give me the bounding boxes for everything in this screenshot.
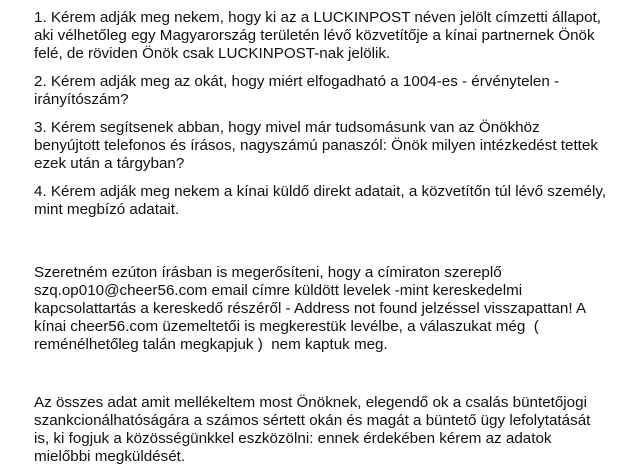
text-line: is, ki fogjuk a közösségünkkel eszközölni: ennek érdekében kérem az adatok bbox=[34, 430, 552, 447]
text-line: reménélhetőleg talán megkapjuk ) nem kaptuk meg. bbox=[34, 336, 388, 353]
text-line: benyújtott telefonos és írásos, nagyszámú panaszól: Önök milyen intézkedést tettek bbox=[34, 137, 598, 154]
text-line: szankcionálhatóságára a számos sértett okán és magát a büntető ügy lefolytatását bbox=[34, 412, 591, 429]
text-line: 2. Kérem adják meg az okát, hogy miért elfogadható a 1004-es - érvénytelen - bbox=[34, 73, 560, 90]
paragraph-request-3 bbox=[34, 119, 624, 173]
paragraph-email-bounce bbox=[34, 264, 624, 354]
text-line: 3. Kérem segítsenek abban, hogy mivel már tudsomásunk van az Önökhöz bbox=[34, 119, 540, 136]
text-line: Az összes adat amit mellékeltem most Önöknek, elegendő ok a csalás büntetőjogi bbox=[34, 394, 587, 411]
text-line: ezek után a tárgyban? bbox=[34, 155, 185, 172]
paragraph-closing bbox=[34, 394, 624, 466]
paragraph-request-4 bbox=[34, 183, 624, 219]
text-line: aki vélhetőleg egy Magyarország területén lévő közvetítője a kínai partnernek Önök bbox=[34, 27, 595, 44]
text-line: kapcsolattartás a kereskedő részéről - Address not found jelzéssel visszapattan! A bbox=[34, 300, 587, 317]
text-line: kínai cheer56.com üzemeltetői is megkerestük levélbe, a válaszukat még ( bbox=[34, 318, 539, 335]
text-line: mielőbbi megküldését. bbox=[34, 448, 186, 465]
text-line: 4. Kérem adják meg nekem a kínai küldő direkt adatait, a közvetítőn túl lévő személy, bbox=[34, 183, 607, 200]
text-line: mint megbízó adatait. bbox=[34, 201, 180, 218]
text-line: 1. Kérem adják meg nekem, hogy ki az a LUCKINPOST néven jelölt címzetti állapot, bbox=[34, 9, 601, 26]
text-line: irányítószám? bbox=[34, 91, 129, 108]
paragraph-request-2 bbox=[34, 73, 624, 109]
text-line: felé, de röviden Önök csak LUCKINPOST-nak jelölik. bbox=[34, 45, 391, 62]
text-line: Szeretném ezúton írásban is megerősíteni, hogy a címiraton szereplő bbox=[34, 264, 502, 281]
text-line: szq.op010@cheer56.com email címre küldött levelek -mint kereskedelmi bbox=[34, 282, 523, 299]
paragraph-request-1 bbox=[34, 9, 624, 63]
